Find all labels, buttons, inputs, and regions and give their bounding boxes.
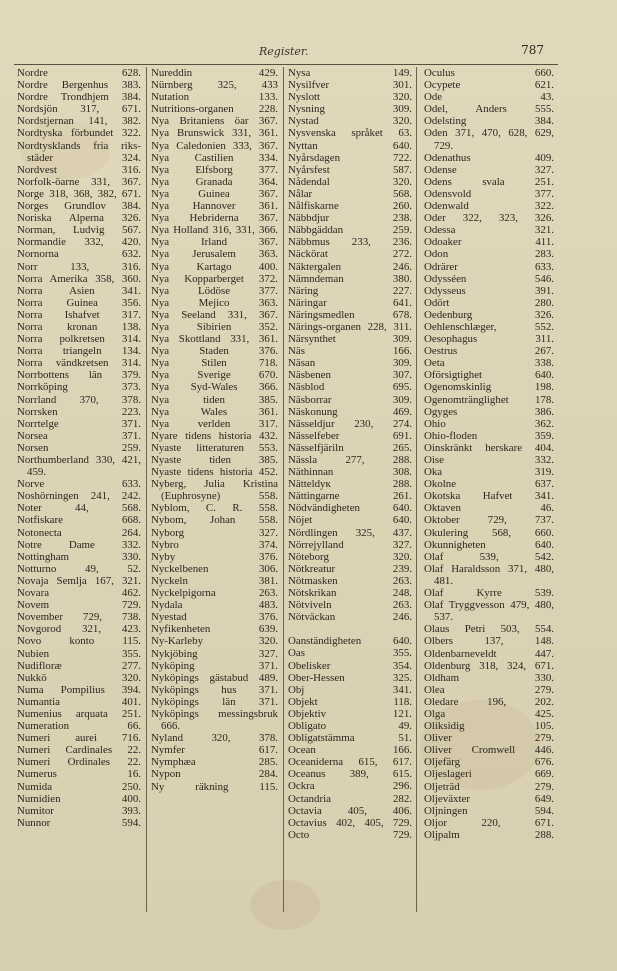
index-entry: Oceanus 389, 615. <box>288 768 412 781</box>
index-entry: Nyköpings hus 371. <box>151 683 278 696</box>
index-entry: Nya Jerusalem 363. <box>151 248 278 261</box>
running-title: Register. <box>259 45 309 58</box>
index-list <box>17 67 141 829</box>
index-entry: Nyblom, C. R. 558. <box>151 502 278 515</box>
index-entry: Okolne 637. <box>424 478 554 491</box>
index-entry: Oculus 660. <box>424 67 554 79</box>
index-entry: Oljpalm 288. <box>424 828 554 841</box>
index-entry: Näsborrar 309. <box>288 393 412 406</box>
index-entry: Nöjet 640. <box>288 514 412 527</box>
index-entry: Odon 283. <box>424 248 554 261</box>
index-entry: Nämndeman 380. <box>288 272 412 285</box>
index-entry: Ohio-floden 359. <box>424 429 554 442</box>
index-entry: Nyfikenheten 639. <box>151 623 278 636</box>
index-entry: Nyköpings län 371. <box>151 695 278 708</box>
index-column-3 <box>288 67 412 913</box>
index-entry: Oljeslageri 669. <box>424 768 554 781</box>
index-entry: Nordsjön 317, 671. <box>17 103 141 116</box>
index-entry: Nya Kopparberget 372. <box>151 272 278 285</box>
index-entry: Nyaste tiden 385. <box>151 454 278 466</box>
index-entry: Oedenburg 326. <box>424 308 554 321</box>
index-entry: Näbbdjur 238. <box>288 212 412 225</box>
index-entry: Norrbottens län 379. <box>17 369 141 382</box>
index-entry: Oförsigtighet 640. <box>424 369 554 382</box>
index-entry: Nyestad 376. <box>151 611 278 624</box>
index-entry: Ny räkning 115. <box>151 780 278 793</box>
index-entry: Ogyges 386. <box>424 405 554 418</box>
page-number: 787 <box>521 43 544 57</box>
index-entry: Nutritions-organen 228. <box>151 103 278 116</box>
index-entry: Nyslott 320. <box>288 91 412 104</box>
index-entry: Olaus Petri 503, 554. <box>424 623 554 636</box>
index-entry: Närings-organen 228, 311. <box>288 320 412 333</box>
index-entry: Nätteldук 288. <box>288 478 412 491</box>
index-entry: Oestrus 267. <box>424 345 554 358</box>
index-entry: Norrköping 373. <box>17 381 141 394</box>
index-entry: Nya Seeland 331, 367. <box>151 308 278 321</box>
index-entry: Notfiskare 668. <box>17 514 141 527</box>
index-entry: Ocypete 621. <box>424 79 554 92</box>
index-entry: Nottingham 330. <box>17 550 141 563</box>
index-entry: Nordre Bergenhus 383. <box>17 79 141 92</box>
index-entry: Olaf 539, 542. <box>424 550 554 563</box>
index-entry: Näsblod 695. <box>288 381 412 394</box>
index-entry: Ockra 296. <box>288 780 412 793</box>
index-entry: Novara 462. <box>17 587 141 600</box>
index-entry: Numeri Ordinales 22. <box>17 756 141 769</box>
index-entry: Odenathus 409. <box>424 151 554 164</box>
index-entry: Nålar 568. <box>288 187 412 200</box>
index-entry: Olaf Haraldsson 371, 480, 481. <box>424 562 554 587</box>
index-entry: Nötskrikan 248. <box>288 587 412 600</box>
index-entry: Noriska Alperna 326. <box>17 212 141 225</box>
index-entry: Northumberland 330, 421, 459. <box>17 454 141 479</box>
index-entry: Ny-Karleby 320. <box>151 635 278 648</box>
index-entry: Noter 44, 568. <box>17 502 141 515</box>
index-entry: Nordvest 316. <box>17 163 141 176</box>
index-entry: Nässla 277, 288. <box>288 454 412 466</box>
index-entry: Nordtysklands fria riks-städer 324. <box>17 139 141 164</box>
index-entry: Norrland 370, 378. <box>17 393 141 406</box>
index-entry: Nudifloræ 277. <box>17 659 141 672</box>
index-entry: Näringar 641. <box>288 296 412 309</box>
index-entry: Numidien 400. <box>17 792 141 805</box>
index-entry: Näktergalen 246. <box>288 260 412 273</box>
index-entry: Norges Grundlov 384. <box>17 200 141 213</box>
index-entry: Oldham 330. <box>424 671 554 684</box>
index-entry: Nya Mejico 363. <box>151 296 278 309</box>
index-entry: Octavius 402, 405, 729. <box>288 816 412 829</box>
index-entry: Norsea 371. <box>17 429 141 442</box>
index-entry: Nordre Trondhjem 384. <box>17 91 141 104</box>
index-entry: Oljeträd 279. <box>424 780 554 793</box>
index-entry: Numeri aurei 716. <box>17 732 141 745</box>
index-entry: Nureddin 429. <box>151 67 278 79</box>
index-entry: Näringsmedlen 678. <box>288 308 412 321</box>
index-entry: Objekt 118. <box>288 695 412 708</box>
index-entry: Nyberg, Julia Kristina (Euphrosyne) 558. <box>151 478 278 503</box>
index-entry: Nyköping 371. <box>151 659 278 672</box>
index-entry: Nöteborg 320. <box>288 550 412 563</box>
index-entry: Nyköpings gästabud 489. <box>151 671 278 684</box>
index-entry: Nya Elfsborg 377. <box>151 163 278 176</box>
index-entry: Nådendal 320. <box>288 175 412 188</box>
index-entry: Nya Lödöse 377. <box>151 284 278 297</box>
index-entry: Nya Hebriderna 367. <box>151 212 278 225</box>
index-entry: Norra vändkretsen 314. <box>17 357 141 370</box>
index-entry: Oldenbarneveldt 447. <box>424 647 554 660</box>
index-entry: Norrtelge 371. <box>17 417 141 430</box>
index-entry: Oktaven 46. <box>424 502 554 515</box>
index-entry: Oliksidig 105. <box>424 720 554 733</box>
index-entry: Oinskränkt herskare 404. <box>424 441 554 454</box>
index-entry: Ogenomskinlig 198. <box>424 381 554 394</box>
index-entry: Oljningen 594. <box>424 804 554 817</box>
index-entry: Oehlenschlæger, 552. <box>424 320 554 333</box>
index-entry: Nässelfeber 691. <box>288 429 412 442</box>
page-header <box>14 45 544 61</box>
index-entry: Nya Sverige 670. <box>151 369 278 382</box>
index-entry: Nysa 149. <box>288 67 412 79</box>
index-entry: Norra triangeln 134. <box>17 345 141 358</box>
index-entry: Nödvändigheten 640. <box>288 502 412 515</box>
index-entry: Nässeldjur 230, 274. <box>288 417 412 430</box>
index-entry: Norsen 259. <box>17 441 141 454</box>
index-list <box>288 67 412 841</box>
index-entry <box>288 623 412 635</box>
index-entry: Nykjöbing 327. <box>151 647 278 660</box>
index-entry: Nutation 133. <box>151 91 278 104</box>
index-column-4 <box>424 67 554 913</box>
index-entry: Odysseus 391. <box>424 284 554 297</box>
index-entry: Notonecta 264. <box>17 526 141 539</box>
index-entry: Nyare tidens historia 432. <box>151 429 278 442</box>
index-entry: Obligatstämma 51. <box>288 732 412 745</box>
index-entry: Octandria 282. <box>288 792 412 805</box>
index-entry: Norra kronan 138. <box>17 320 141 333</box>
index-entry: Odense 327. <box>424 163 554 176</box>
index-entry: Nya Granada 364. <box>151 175 278 188</box>
index-entry: Norra Ishafvet 317. <box>17 308 141 321</box>
index-entry: Oder 322, 323, 326. <box>424 212 554 225</box>
index-entry: Novaja Semlja 167, 321. <box>17 574 141 587</box>
index-entry: Norrsken 223. <box>17 405 141 418</box>
index-entry: Oldenburg 318, 324, 671. <box>424 659 554 672</box>
index-entry: Norra Asien 341. <box>17 284 141 297</box>
index-entry: Oceaniderna 615, 617. <box>288 756 412 769</box>
index-entry: Nya Irland 367. <box>151 236 278 249</box>
index-entry: Nya Castilien 334. <box>151 151 278 164</box>
index-entry: Oliver 279. <box>424 732 554 745</box>
index-entry: Nordstjernan 141, 382. <box>17 115 141 128</box>
index-entry: Odysséen 546. <box>424 272 554 285</box>
index-entry: Nya Sibirien 352. <box>151 320 278 333</box>
index-column-1 <box>17 67 141 913</box>
index-entry: Olaf Tryggvesson 479, 480, 537. <box>424 599 554 624</box>
index-entry: Ocean 166. <box>288 744 412 757</box>
index-entry: Nürnberg 325, 433 <box>151 79 278 92</box>
index-entry: Obj 341. <box>288 683 412 696</box>
index-entry: Olaf Kyrre 539. <box>424 587 554 600</box>
index-entry: Nyckelpigorna 263. <box>151 587 278 600</box>
index-entry: Ogenomtränglighet 178. <box>424 393 554 406</box>
index-list <box>424 67 554 841</box>
index-entry: Nybom, Johan 558. <box>151 514 278 527</box>
index-entry: Okulering 568, 660. <box>424 526 554 539</box>
index-entry: Oliver Cromwell 446. <box>424 744 554 757</box>
index-entry: Oljefärg 676. <box>424 756 554 769</box>
index-entry: Nya Kartago 400. <box>151 260 278 273</box>
index-entry: Nunnor 594. <box>17 816 141 829</box>
index-entry: Novgorod 321, 423. <box>17 623 141 636</box>
index-entry: Numeri Cardinales 22. <box>17 744 141 757</box>
index-entry: Nordtyska förbundet 322. <box>17 127 141 140</box>
index-entry: Nydala 483. <box>151 599 278 612</box>
index-entry: Nya Stilen 718. <box>151 357 278 370</box>
index-entry: Olga 425. <box>424 707 554 720</box>
index-entry: Nypon 284. <box>151 768 278 781</box>
index-entry: Nya Skottland 331, 361. <box>151 333 278 346</box>
index-entry: Nysilfver 301. <box>288 79 412 92</box>
index-entry: November 729, 738. <box>17 611 141 624</box>
index-entry: Oktober 729, 737. <box>424 514 554 527</box>
index-entry: Norra Amerika 358, 360. <box>17 272 141 285</box>
index-entry: Norfolk-öarne 331, 367. <box>17 175 141 188</box>
index-entry: Nordre 628. <box>17 67 141 79</box>
index-entry: Nörrejylland 327. <box>288 538 412 551</box>
index-entry: Nyckeln 381. <box>151 574 278 587</box>
index-entry: Nötväckan 246. <box>288 611 412 624</box>
index-entry: Nässelfjäriln 265. <box>288 441 412 454</box>
index-entry: Nubien 355. <box>17 647 141 660</box>
index-entry: Oas 355. <box>288 647 412 660</box>
column-divider <box>416 67 417 912</box>
index-entry: Oka 319. <box>424 466 554 479</box>
index-entry: Nymfer 617. <box>151 744 278 757</box>
index-entry: Oanständigheten 640. <box>288 635 412 648</box>
index-entry: Nya tiden 385. <box>151 393 278 406</box>
index-entry: Nymphæa 285. <box>151 756 278 769</box>
index-entry: Nyborg 327. <box>151 526 278 539</box>
index-entry: Notturno 49, 52. <box>17 562 141 575</box>
index-entry: Odensvold 377. <box>424 187 554 200</box>
index-entry: Näckörat 272. <box>288 248 412 261</box>
index-entry: Obligato 49. <box>288 719 412 732</box>
index-entry: Octavia 405, 406. <box>288 804 412 817</box>
index-entry: Oledare 196, 202. <box>424 695 554 708</box>
index-entry: Notre Dame 332. <box>17 538 141 551</box>
index-entry: Nya Staden 376. <box>151 345 278 358</box>
index-list <box>151 67 278 793</box>
index-entry: Närsynthet 309. <box>288 333 412 346</box>
index-entry: Norr 133, 316. <box>17 260 141 273</box>
index-column-2 <box>151 67 278 913</box>
index-entry: Odenwald 322. <box>424 200 554 213</box>
index-entry: Nysvenska språket 63. <box>288 127 412 140</box>
index-entry: Nyttan 640. <box>288 139 412 152</box>
index-entry: Nya Caledonien 333, 367. <box>151 139 278 152</box>
index-entry: Okunnigheten 640. <box>424 538 554 551</box>
index-entry: Nya Britaniens öar 367. <box>151 115 278 128</box>
index-entry: Odessa 321. <box>424 224 554 237</box>
index-entry: Okotska Hafvet 341. <box>424 490 554 503</box>
index-entry: Novem 729. <box>17 599 141 612</box>
index-entry: Nystad 320. <box>288 115 412 128</box>
index-entry: Näthinnan 308. <box>288 466 412 479</box>
index-entry: Nyaste litteraturen 553. <box>151 441 278 454</box>
index-entry: Olbers 137, 148. <box>424 635 554 648</box>
index-entry: Novo konto 115. <box>17 635 141 648</box>
index-entry: Nötviveln 263. <box>288 599 412 612</box>
index-entry: Odelsting 384. <box>424 115 554 128</box>
index-entry: Oljeväxter 649. <box>424 792 554 805</box>
index-entry: Noshörningen 241, 242. <box>17 490 141 503</box>
index-entry: Octo 729. <box>288 828 412 841</box>
index-entry: Oise 332. <box>424 454 554 466</box>
index-entry: Numitor 393. <box>17 804 141 817</box>
index-entry: Oljor 220, 671. <box>424 816 554 829</box>
index-entry: Näsan 309. <box>288 357 412 370</box>
index-entry: Obelisker 354. <box>288 659 412 672</box>
index-entry: Näskonung 469. <box>288 405 412 418</box>
index-entry: Ode 43. <box>424 91 554 104</box>
index-entry: Objektiv 121. <box>288 707 412 720</box>
index-entry: Nötmasken 263. <box>288 574 412 587</box>
index-entry: Näbbgäddan 259. <box>288 224 412 237</box>
index-entry: Normandie 332, 420. <box>17 236 141 249</box>
index-entry: Nybro 374. <box>151 538 278 551</box>
index-entry: Numeration 66. <box>17 720 141 733</box>
index-entry: Näring 227. <box>288 284 412 297</box>
index-entry: Numenius arquata 251. <box>17 707 141 720</box>
index-entry: Nya Syd-Wales 366. <box>151 381 278 394</box>
index-entry: Numerus 16. <box>17 768 141 781</box>
index-entry: Norge 318, 368, 382, 671. <box>17 187 141 200</box>
index-entry: Numa Pompilius 394. <box>17 683 141 696</box>
index-entry: Nyårsfest 587. <box>288 163 412 176</box>
index-entry: Ober-Hessen 325. <box>288 671 412 684</box>
index-entry: Numantia 401. <box>17 695 141 708</box>
index-entry: Nyby 376. <box>151 550 278 563</box>
index-entry: Nyårsdagen 722. <box>288 151 412 164</box>
index-entry: Näbbmus 233, 236. <box>288 236 412 249</box>
index-entry: Odel, Anders 555. <box>424 103 554 116</box>
index-entry: Nötkreatur 239. <box>288 562 412 575</box>
index-entry: Nysning 309. <box>288 103 412 116</box>
index-entry: Nålfiskarne 260. <box>288 200 412 213</box>
index-entry: Olea 279. <box>424 683 554 696</box>
index-entry: Nornorna 632. <box>17 248 141 261</box>
index-entry: Nya Wales 361. <box>151 405 278 418</box>
header-rule <box>14 64 558 65</box>
index-entry: Norman, Ludvig 567. <box>17 224 141 237</box>
index-entry: Nyköpings messingsbruk 666. <box>151 707 278 733</box>
column-divider <box>146 67 147 912</box>
index-entry: Ohio 362. <box>424 417 554 430</box>
index-entry: Näsbenen 307. <box>288 369 412 382</box>
index-entry: Oeta 338. <box>424 357 554 370</box>
index-entry: Nya verlden 317. <box>151 417 278 430</box>
index-entry: Norra polkretsen 314. <box>17 333 141 346</box>
index-entry: Norve 633. <box>17 478 141 491</box>
index-entry: Nyckelbenen 306. <box>151 562 278 575</box>
index-entry: Nördlingen 325, 437. <box>288 526 412 539</box>
index-entry: Nya Guinea 367. <box>151 187 278 200</box>
index-entry: Odens svala 251. <box>424 175 554 188</box>
column-divider <box>283 67 284 912</box>
index-entry: Nukkö 320. <box>17 671 141 684</box>
index-entry: Nya Brunswick 331, 361. <box>151 127 278 140</box>
index-entry: Numida 250. <box>17 780 141 793</box>
index-entry: Odoaker 411. <box>424 236 554 249</box>
index-entry: Norra Guinea 356. <box>17 296 141 309</box>
index-entry: Oden 371, 470, 628, 629, 729. <box>424 127 554 152</box>
index-entry: Nyland 320, 378. <box>151 732 278 745</box>
index-entry: Nya Hannover 361. <box>151 200 278 213</box>
index-entry: Nättingarne 261. <box>288 490 412 503</box>
index-entry: Odrärer 633. <box>424 260 554 273</box>
index-entry: Nyaste tidens historia 452. <box>151 466 278 479</box>
index-entry: Nya Holland 316, 331, 366. <box>151 224 278 237</box>
index-entry: Odört 280. <box>424 296 554 309</box>
index-entry: Näs 166. <box>288 345 412 358</box>
index-entry: Oesophagus 311. <box>424 333 554 346</box>
